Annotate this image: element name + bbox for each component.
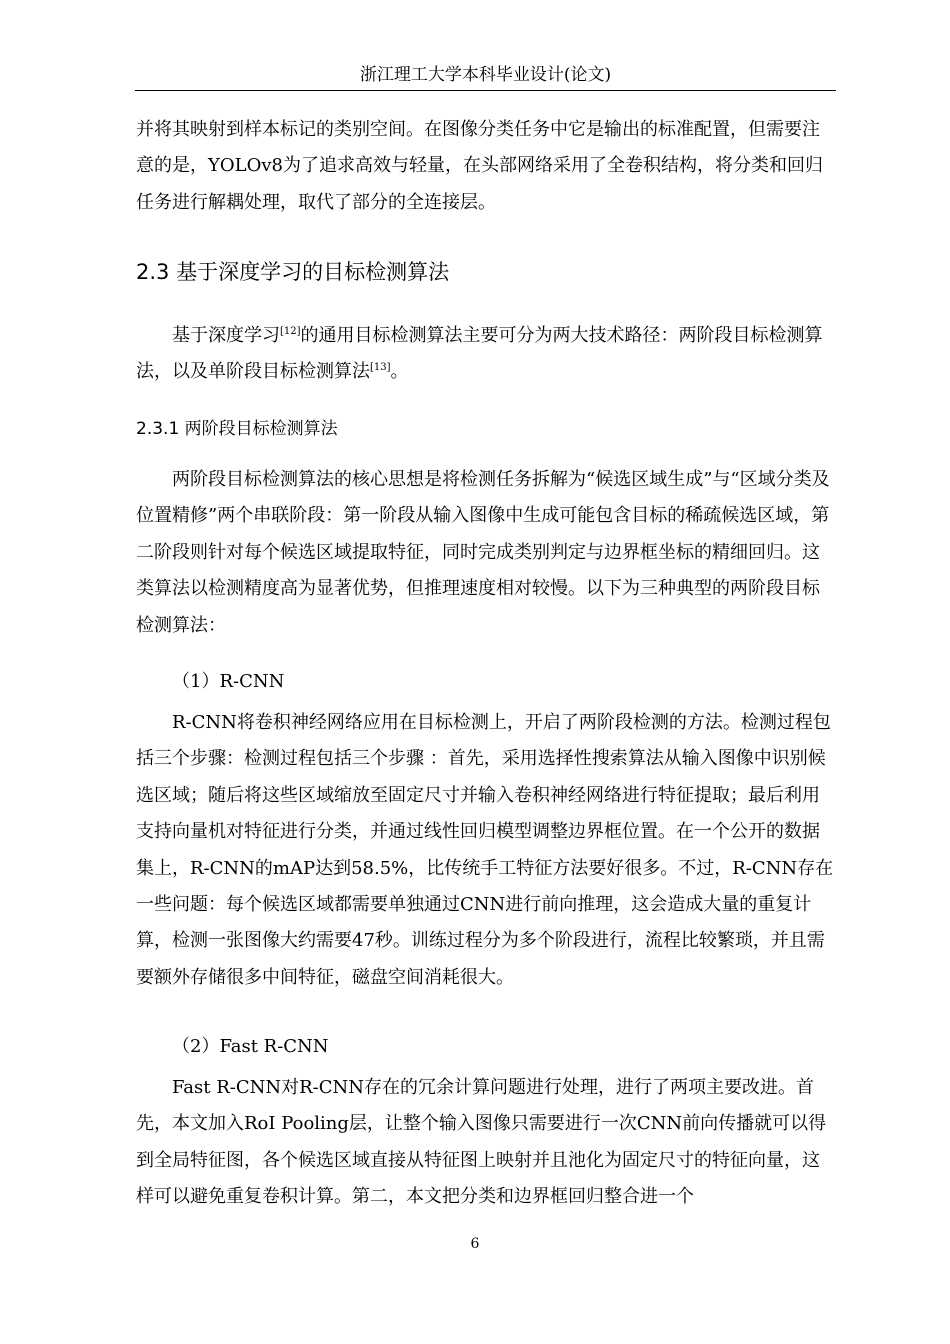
item-rcnn-heading: （1）R-CNN [172,671,285,692]
citation-12: [12] [280,326,301,337]
item-fast-rcnn-heading: （2）Fast R-CNN [172,1036,329,1057]
overview-text-c: 。 [390,361,409,383]
paragraph-rcnn: R-CNN将卷积神经网络应用在目标检测上，开启了两阶段检测的方法。检测过程包括三个步骤：检测过程包括三个步骤 ：首先，采用选择性搜索算法从输入图像中识别候选区域；随后将这些区域缩放至固定尺寸并输入卷积神经网络进行特征提取；最后利用支持向量机对特征进行分类，并通过线性回归模型调整边界框位置。在一个公开的数据集上，R-CNN的mAP达到58.5%，比传统手工特征方法要好很多。不过，R-CNN存在一些问题：每个候选区域都需要单独通过CNN进行前向推理，这会造成大量的重复计算，检测一张图像大约需要47秒。训练过程分为多个阶段进行，流程比较繁琐，并且需要额外存储很多中间特征，磁盘空间消耗很大。 [136,712,834,988]
paragraph-fast-rcnn: Fast R-CNN对R-CNN存在的冗余计算问题进行处理，进行了两项主要改进。首先，本文加入RoI Pooling层，让整个输入图像只需要进行一次CNN前向传播就可以得到全局特征图，各个候选区域直接从特征图上映射并且池化为固定尺寸的特征向量，这样可以避免重复卷积计算。第二，本文把分类和边界框回归整合进一个 [136,1077,827,1208]
overview-text-b: 的通用目标检测算法主要可分为两大技术路径：两阶段目标检测算法，以及单阶段目标检测算法 [136,325,823,383]
paragraph-two-stage: 两阶段目标检测算法的核心思想是将检测任务拆解为“候选区域生成”与“区域分类及位置精修”两个串联阶段：第一阶段从输入图像中生成可能包含目标的稀疏候选区域，第二阶段则针对每个候选区域提取特征，同时完成类别判定与边界框坐标的精细回归。这类算法以检测精度高为显著优势，但推理速度相对较慢。以下为三种典型的两阶段目标检测算法： [136,469,830,636]
running-header: 浙江理工大学本科毕业设计(论文) [359,65,612,85]
page-number: 6 [470,1236,480,1252]
citation-13: [13] [370,362,391,374]
section-heading-2-3: 2.3 基于深度学习的目标检测算法 [136,260,450,284]
paragraph-overview [136,318,836,391]
overview-text-a: 基于深度学习 [172,325,280,346]
header-divider [135,90,836,91]
paragraph-yolov8-head: 并将其映射到样本标记的类别空间。在图像分类任务中它是输出的标准配置，但需要注意的是，YOLOv8为了追求高效与轻量，在头部网络采用了全卷积结构，将分类和回归任务进行解耦处理，取代了部分的全连接层。 [136,119,823,213]
section-heading-2-3-1: 2.3.1 两阶段目标检测算法 [136,419,338,439]
